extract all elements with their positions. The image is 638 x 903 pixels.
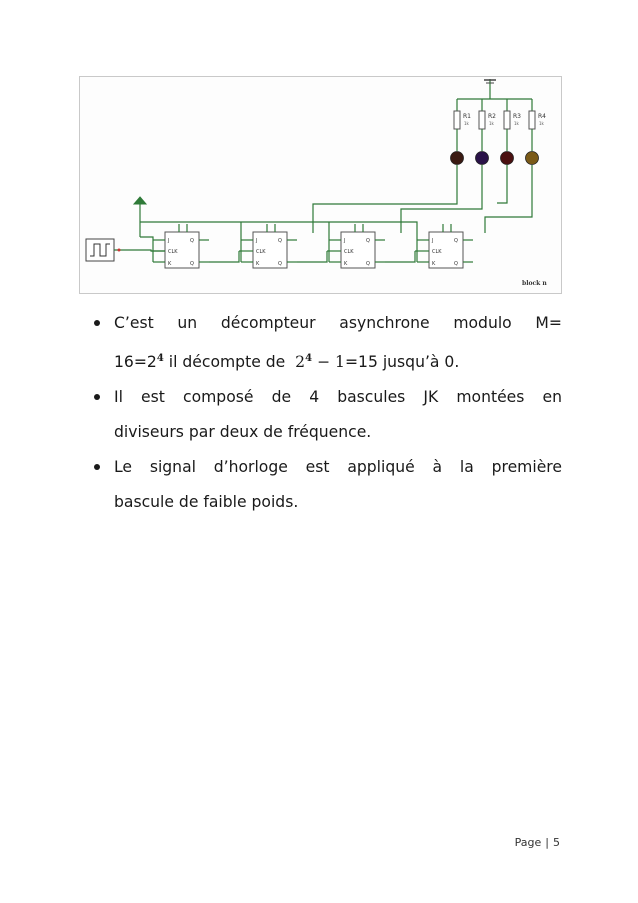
- pin-k: K: [432, 261, 436, 267]
- word: première: [491, 458, 562, 477]
- resistor-label: R4: [538, 113, 546, 120]
- word: JK: [423, 388, 439, 407]
- resistor-label: R1: [463, 113, 471, 120]
- word: est: [305, 458, 330, 477]
- page-number: 5: [553, 836, 560, 849]
- word: composé: [183, 388, 254, 407]
- resistor-value: 1k: [464, 121, 469, 126]
- led-icon: [526, 152, 539, 165]
- pin-j: J: [432, 238, 434, 244]
- resistor-value: 1k: [539, 121, 544, 126]
- resistor-label: R3: [513, 113, 521, 120]
- vcc-icon: [134, 197, 146, 204]
- resistor-value: 1k: [514, 121, 519, 126]
- math-base: 2: [295, 353, 306, 372]
- word: 4: [309, 388, 320, 407]
- pin-q-bar: Q: [278, 261, 282, 267]
- word: un: [177, 314, 198, 332]
- clock-wire: [114, 250, 165, 251]
- word: M=: [535, 314, 562, 332]
- page-label: Page: [514, 836, 542, 849]
- math-exponent: 4: [305, 353, 313, 364]
- word: décompteur: [220, 314, 316, 332]
- bullet-item-1: [92, 306, 562, 380]
- bullet-icon: [94, 464, 100, 470]
- resistor: [454, 111, 460, 129]
- q-wire-1: [313, 173, 457, 233]
- footer-separator: |: [545, 836, 549, 849]
- q-wire-3: [497, 173, 507, 203]
- pin-q-bar: Q: [454, 261, 458, 267]
- pin-clk: CLK: [432, 249, 442, 255]
- pin-j: J: [168, 238, 170, 244]
- word: d’horloge: [213, 458, 288, 477]
- resistor-value: 1k: [489, 121, 494, 126]
- cascade-wire: [297, 251, 327, 262]
- bullet-3-line-2: bascule de faible poids.: [114, 493, 299, 512]
- word: Le: [114, 458, 133, 477]
- word: appliqué: [347, 458, 415, 477]
- pin-k: K: [344, 261, 348, 267]
- pin-j: J: [256, 238, 258, 244]
- page-footer: [515, 836, 560, 849]
- pin-k: K: [256, 261, 260, 267]
- word: modulo: [453, 314, 512, 332]
- led-icon: [501, 152, 514, 165]
- exponent: 4: [156, 353, 164, 364]
- diagram-corner-label: block n: [522, 280, 547, 287]
- word: signal: [149, 458, 196, 477]
- resistor: [479, 111, 485, 129]
- led-icon: [451, 152, 464, 165]
- bullet-icon: [94, 320, 100, 326]
- text: il décompte de: [163, 353, 291, 372]
- word: de: [271, 388, 292, 407]
- resistor: [504, 111, 510, 129]
- resistor: [529, 111, 535, 129]
- word: est: [141, 388, 165, 407]
- word: montées: [456, 388, 525, 407]
- text: =15 jusqu’à 0.: [344, 353, 460, 372]
- word: C’est: [114, 314, 154, 332]
- q-wire-2: [401, 173, 482, 233]
- pin-clk: CLK: [168, 249, 178, 255]
- bullet-item-3: [92, 450, 562, 520]
- pin-q-bar: Q: [190, 261, 194, 267]
- modulo-value: 16=2: [114, 353, 157, 372]
- cascade-wire: [385, 251, 415, 262]
- word: Il: [114, 388, 123, 407]
- pin-q: Q: [190, 238, 194, 244]
- q-wire-4: [485, 173, 532, 233]
- math-minus-one: − 1: [312, 353, 345, 372]
- led-icon: [476, 152, 489, 165]
- pin-clk: CLK: [256, 249, 266, 255]
- pin-j: J: [344, 238, 346, 244]
- circuit-diagram: [80, 77, 561, 293]
- word: bascules: [337, 388, 406, 407]
- pin-q: Q: [366, 238, 370, 244]
- pin-k: K: [168, 261, 172, 267]
- bullet-1-line-1: [114, 306, 562, 341]
- bullet-3-line-1: [114, 450, 562, 485]
- pin-clk: CLK: [344, 249, 354, 255]
- circuit-figure: [79, 76, 562, 294]
- word: asynchrone: [339, 314, 430, 332]
- pin-dot: [118, 249, 121, 252]
- word: à: [432, 458, 443, 477]
- pin-q-bar: Q: [366, 261, 370, 267]
- resistor-label: R2: [488, 113, 496, 120]
- bullet-item-2: [92, 380, 562, 450]
- bullet-icon: [94, 394, 100, 400]
- word: en: [542, 388, 562, 407]
- bullet-list: [92, 306, 562, 520]
- bullet-2-line-1: [114, 380, 562, 415]
- bullet-2-line-2: diviseurs par deux de fréquence.: [114, 423, 372, 442]
- pin-q: Q: [454, 238, 458, 244]
- word: la: [459, 458, 474, 477]
- pin-q: Q: [278, 238, 282, 244]
- cascade-wire: [209, 251, 239, 262]
- bullet-1-line-2: [114, 341, 562, 380]
